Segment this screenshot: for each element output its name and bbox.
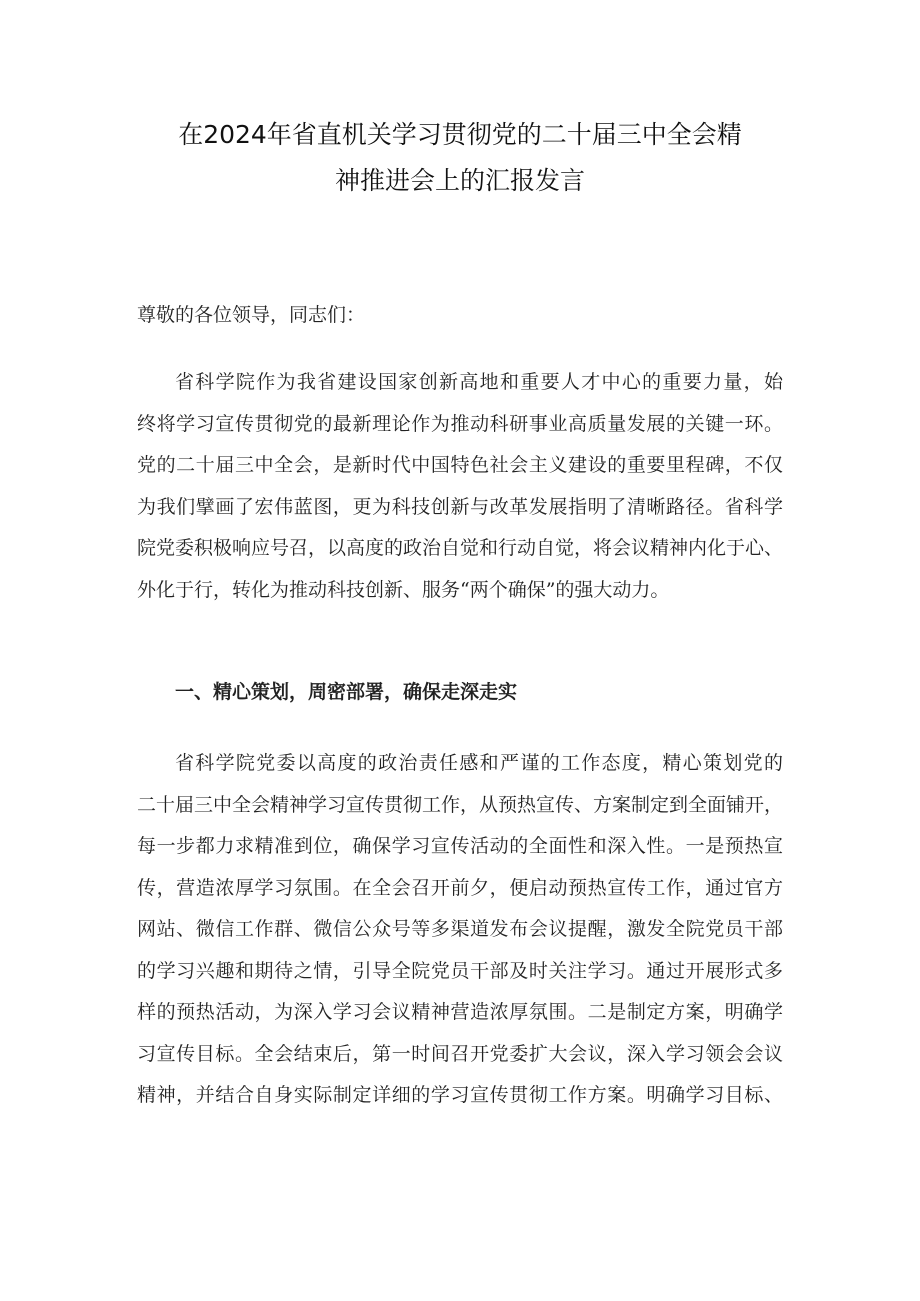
paragraph-2-line: 的学习兴趣和期待之情，引导全院党员干部及时关注学习。通过开展形式多 — [137, 959, 783, 982]
paragraph-2-line: 网站、微信工作群、微信公众号等多渠道发布会议提醒，激发全院党员干部 — [137, 918, 783, 940]
paragraph-1-line: 党的二十届三中全会，是新时代中国特色社会主义建设的重要里程碑，不仅 — [137, 454, 783, 476]
salutation — [137, 295, 783, 337]
salutation-text: 尊敬的各位领导，同志们： — [137, 304, 366, 326]
paragraph-1-line: 为我们擘画了宏伟蓝图，更为科技创新与改革发展指明了清晰路径。省科学 — [137, 495, 783, 518]
section-heading-1 — [137, 672, 783, 714]
paragraph-1-line: 外化于行，转化为推动科技创新、服务“两个确保”的强大动力。 — [137, 578, 670, 601]
paragraph-2-line: 传，营造浓厚学习氛围。在全会召开前夕，便启动预热宣传工作，通过官方 — [137, 876, 783, 899]
section-heading-1-text: 一、精心策划，周密部署，确保走深走实 — [175, 681, 518, 703]
paragraph-2-line: 省科学院党委以高度的政治责任感和严谨的工作态度，精心策划党的 — [175, 752, 783, 774]
paragraph-2-line: 二十届三中全会精神学习宣传贯彻工作，从预热宣传、方案制定到全面铺开， — [137, 793, 784, 816]
paragraph-1-line: 终将学习宣传贯彻党的最新理论作为推动科研事业高质量发展的关键一环。 — [137, 412, 783, 435]
paragraph-1-line: 院党委积极响应号召，以高度的政治自觉和行动自觉，将会议精神内化于心、 — [137, 537, 784, 559]
title-line-1: 在2024年省直机关学习贯彻党的二十届三中全会精 — [178, 120, 742, 149]
paragraph-2-line: 精神，并结合自身实际制定详细的学习宣传贯彻工作方案。明确学习目标、 — [137, 1084, 783, 1106]
document-title — [100, 112, 820, 204]
paragraph-2-line: 每一步都力求精准到位，确保学习宣传活动的全面性和深入性。一是预热宣 — [137, 835, 783, 857]
title-line-2: 神推进会上的汇报发言 — [334, 166, 585, 195]
paragraph-1-line: 省科学院作为我省建设国家创新高地和重要人才中心的重要力量，始 — [175, 371, 783, 393]
paragraph-2-line: 样的预热活动，为深入学习会议精神营造浓厚氛围。二是制定方案，明确学 — [137, 1001, 783, 1023]
paragraph-2 — [137, 743, 783, 1117]
paragraph-1 — [137, 362, 783, 611]
paragraph-2-line: 习宣传目标。全会结束后，第一时间召开党委扩大会议，深入学习领会会议 — [137, 1042, 783, 1065]
